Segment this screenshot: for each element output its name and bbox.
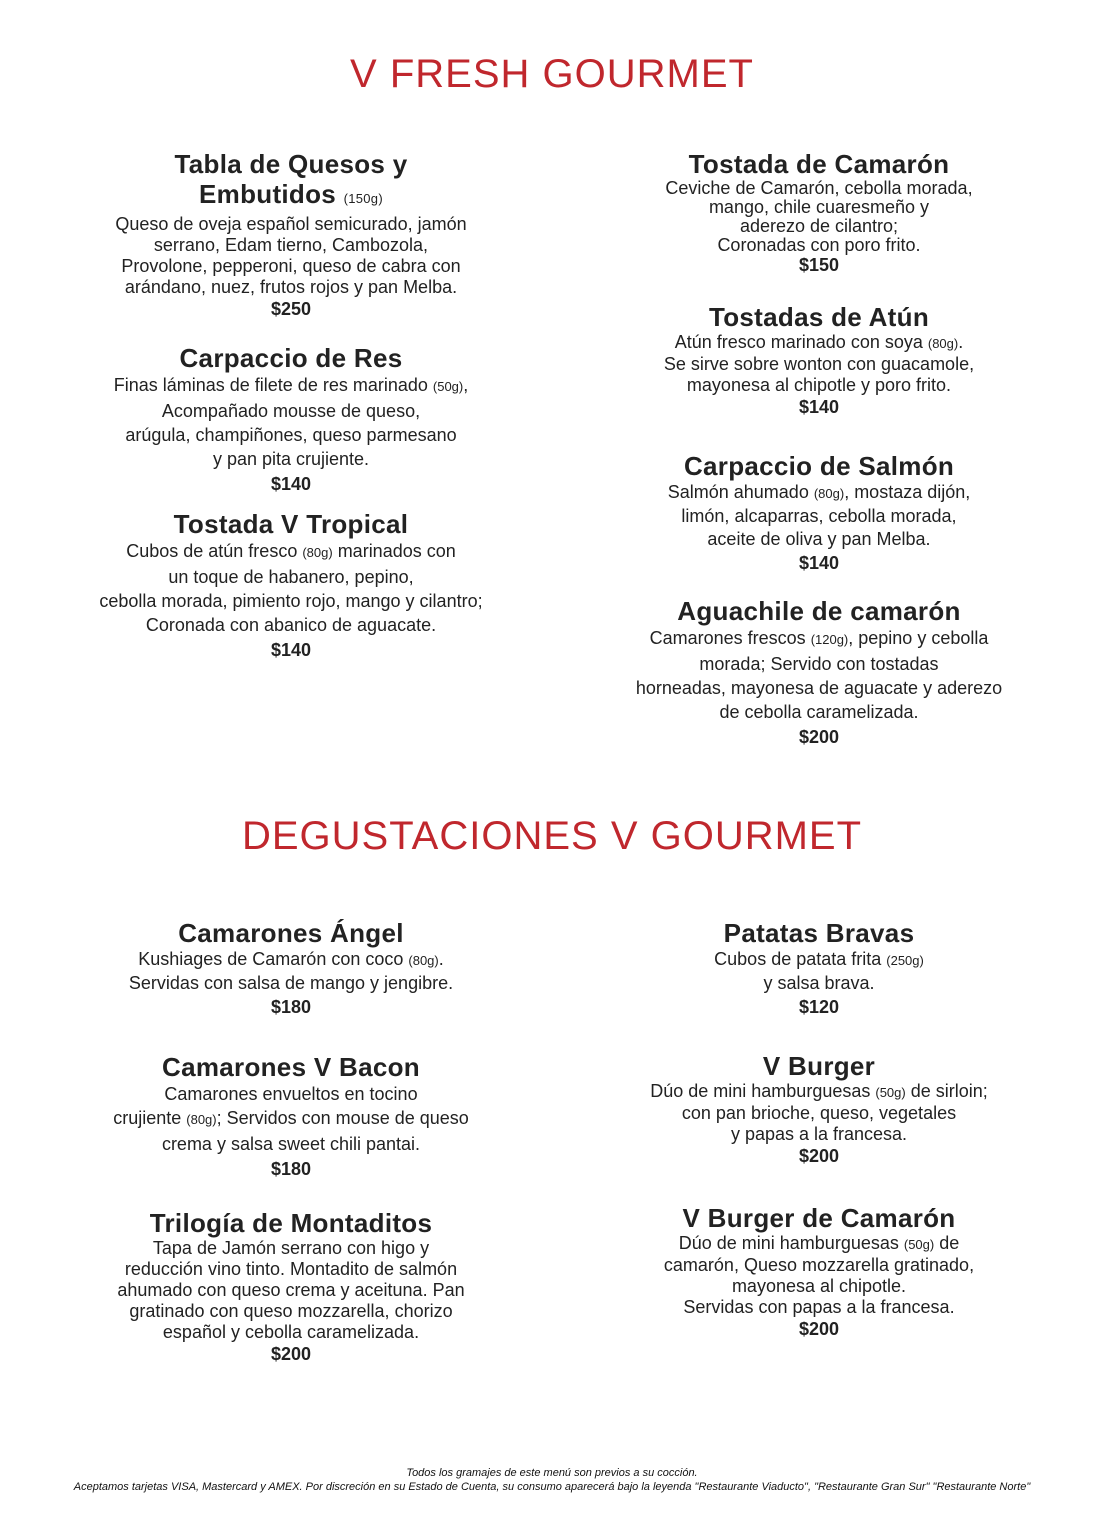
description-line: crujiente (80g); Servidos con mouse de queso (113, 1108, 469, 1128)
menu-item (579, 1051, 1059, 1167)
menu-item (51, 1208, 531, 1365)
description-line: gratinado con queso mozzarella, chorizo (129, 1301, 453, 1321)
description-line: Se sirve sobre wonton con guacamole, (663, 354, 975, 374)
menu-item (51, 1052, 531, 1181)
item-description (51, 1082, 531, 1156)
description-line: Acompañado mousse de queso, (161, 401, 421, 421)
item-name-cont: Embutidos (150g) (199, 179, 383, 209)
item-name: Tostada de Camarón (688, 149, 950, 179)
item-name: Tabla de Quesos y (174, 149, 408, 179)
item-price: $140 (798, 553, 840, 573)
description-line: y papas a la francesa. (730, 1124, 908, 1144)
description-line: con pan brioche, queso, vegetales (681, 1103, 957, 1123)
description-line: arúgula, champiñones, queso parmesano (125, 425, 457, 445)
weight-note: (80g) (302, 545, 333, 560)
item-price: $140 (270, 474, 312, 494)
item-description (51, 539, 531, 637)
item-name: V Burger de Camarón (682, 1203, 956, 1233)
description-line: Servidas con papas a la francesa. (683, 1297, 955, 1317)
item-price: $120 (798, 997, 840, 1017)
description-line: Coronada con abanico de aguacate. (145, 615, 437, 635)
item-price: $200 (798, 1146, 840, 1166)
description-line: Finas láminas de filete de res marinado (50g), (113, 375, 469, 395)
description-line: Queso de oveja español semicurado, jamón (115, 214, 467, 234)
description-line: limón, alcaparras, cebolla morada, (681, 506, 957, 526)
description-line: crema y salsa sweet chili pantai. (161, 1134, 421, 1154)
description-line: de cebolla caramelizada. (719, 702, 919, 722)
weight-note: (50g) (903, 1237, 935, 1252)
item-description (579, 626, 1059, 724)
description-line: un toque de habanero, pepino, (168, 567, 414, 587)
item-name: V Burger (762, 1051, 876, 1081)
item-price: $200 (798, 1319, 840, 1339)
item-name: Camarones V Bacon (162, 1052, 420, 1082)
weight-note: (50g) (432, 379, 464, 394)
item-description (51, 1238, 531, 1343)
description-line: Coronadas con poro frito. (717, 235, 921, 255)
weight-note: (80g) (813, 486, 845, 501)
description-line: Tapa de Jamón serrano con higo y (152, 1238, 430, 1258)
item-name: Trilogía de Montaditos (149, 1208, 433, 1238)
description-line: Dúo de mini hamburguesas (50g) de (678, 1233, 960, 1253)
item-description (579, 481, 1059, 551)
item-description (579, 948, 1059, 995)
description-line: Atún fresco marinado con soya (80g). (674, 332, 964, 352)
menu-item (51, 343, 531, 496)
weight-note: (80g) (927, 336, 959, 351)
item-price: $150 (798, 255, 840, 275)
description-line: morada; Servido con tostadas (699, 654, 939, 674)
menu-item (579, 1203, 1059, 1340)
menu-item (51, 918, 531, 1019)
description-line: mayonesa al chipotle y poro frito. (686, 375, 952, 395)
description-line: horneadas, mayonesa de aguacate y aderezo (635, 678, 1003, 698)
description-line: Servidas con salsa de mango y jengibre. (128, 973, 454, 993)
item-name: Tostada V Tropical (173, 509, 409, 539)
description-line: aceite de oliva y pan Melba. (707, 529, 931, 549)
menu-item (51, 509, 531, 662)
description-line: Cubos de atún fresco (80g) marinados con (126, 541, 456, 561)
menu-item (51, 149, 531, 320)
item-name: Carpaccio de Salmón (683, 451, 955, 481)
menu-item (579, 302, 1059, 418)
footer-note (0, 1466, 1104, 1494)
description-line: Cubos de patata frita (250g) (714, 949, 924, 969)
description-line: aderezo de cilantro; (739, 216, 899, 236)
description-line: español y cebolla caramelizada. (162, 1322, 420, 1342)
item-price: $200 (270, 1344, 312, 1364)
weight-note: (150g) (343, 191, 383, 206)
description-line: arándano, nuez, frutos rojos y pan Melba. (124, 277, 458, 297)
description-line: Kushiages de Camarón con coco (80g). (138, 949, 444, 969)
item-name: Patatas Bravas (723, 918, 915, 948)
description-line: Provolone, pepperoni, queso de cabra con (121, 256, 461, 276)
description-line: serrano, Edam tierno, Cambozola, (153, 235, 429, 255)
description-line: Salmón ahumado (80g), mostaza dijón, (667, 482, 971, 502)
description-line: y salsa brava. (763, 973, 875, 993)
weight-note: (80g) (408, 953, 439, 968)
item-name: Tostadas de Atún (708, 302, 930, 332)
item-description (51, 214, 531, 298)
description-line: y pan pita crujiente. (212, 449, 370, 469)
item-description (51, 373, 531, 471)
menu-item (579, 451, 1059, 575)
item-name: Carpaccio de Res (179, 343, 403, 373)
description-line: cebolla morada, pimiento rojo, mango y cilantro; (99, 591, 483, 611)
item-price: $180 (270, 1159, 312, 1179)
description-line: Ceviche de Camarón, cebolla morada, (665, 178, 973, 198)
description-line: reducción vino tinto. Montadito de salmón (124, 1259, 458, 1279)
item-name: Aguachile de camarón (677, 596, 961, 626)
item-description (579, 1233, 1059, 1318)
description-line: Dúo de mini hamburguesas (50g) de sirloin; (650, 1081, 988, 1101)
item-price: $140 (798, 397, 840, 417)
item-name: Camarones Ángel (178, 918, 404, 948)
description-line: Camarones envueltos en tocino (164, 1084, 418, 1104)
item-price: $250 (270, 299, 312, 319)
description-line: Camarones frescos (120g), pepino y cebolla (649, 628, 989, 648)
menu-item (579, 596, 1059, 749)
item-description (579, 1081, 1059, 1145)
item-description (579, 332, 1059, 396)
description-line: ahumado con queso crema y aceituna. Pan (117, 1280, 465, 1300)
description-line: mango, chile cuaresmeño y (708, 197, 930, 217)
weight-note: (120g) (810, 632, 849, 647)
item-description (579, 179, 1059, 255)
description-line: mayonesa al chipotle. (731, 1276, 907, 1296)
footer-gramajes: Todos los gramajes de este menú son previos a su cocción. (406, 1467, 698, 1479)
weight-note: (250g) (886, 953, 924, 968)
item-price: $140 (270, 640, 312, 660)
item-price: $180 (270, 997, 312, 1017)
footer-payment: Aceptamos tarjetas VISA, Mastercard y AMEX. Por discreción en su Estado de Cuenta, su consumo aparecerá bajo la leyenda "Restaurante Viaducto", "Restaurante Gran Sur" "Restaurante Norte" (73, 1481, 1031, 1493)
weight-note: (80g) (186, 1112, 217, 1127)
weight-note: (50g) (875, 1085, 906, 1100)
section-title-degustaciones: DEGUSTACIONES V GOURMET (241, 814, 863, 858)
menu-item (579, 149, 1059, 275)
item-description (51, 948, 531, 995)
section-title-fresh-gourmet: V FRESH GOURMET (350, 52, 754, 96)
item-price: $200 (798, 727, 840, 747)
menu-item (579, 918, 1059, 1019)
description-line: camarón, Queso mozzarella gratinado, (663, 1255, 975, 1275)
